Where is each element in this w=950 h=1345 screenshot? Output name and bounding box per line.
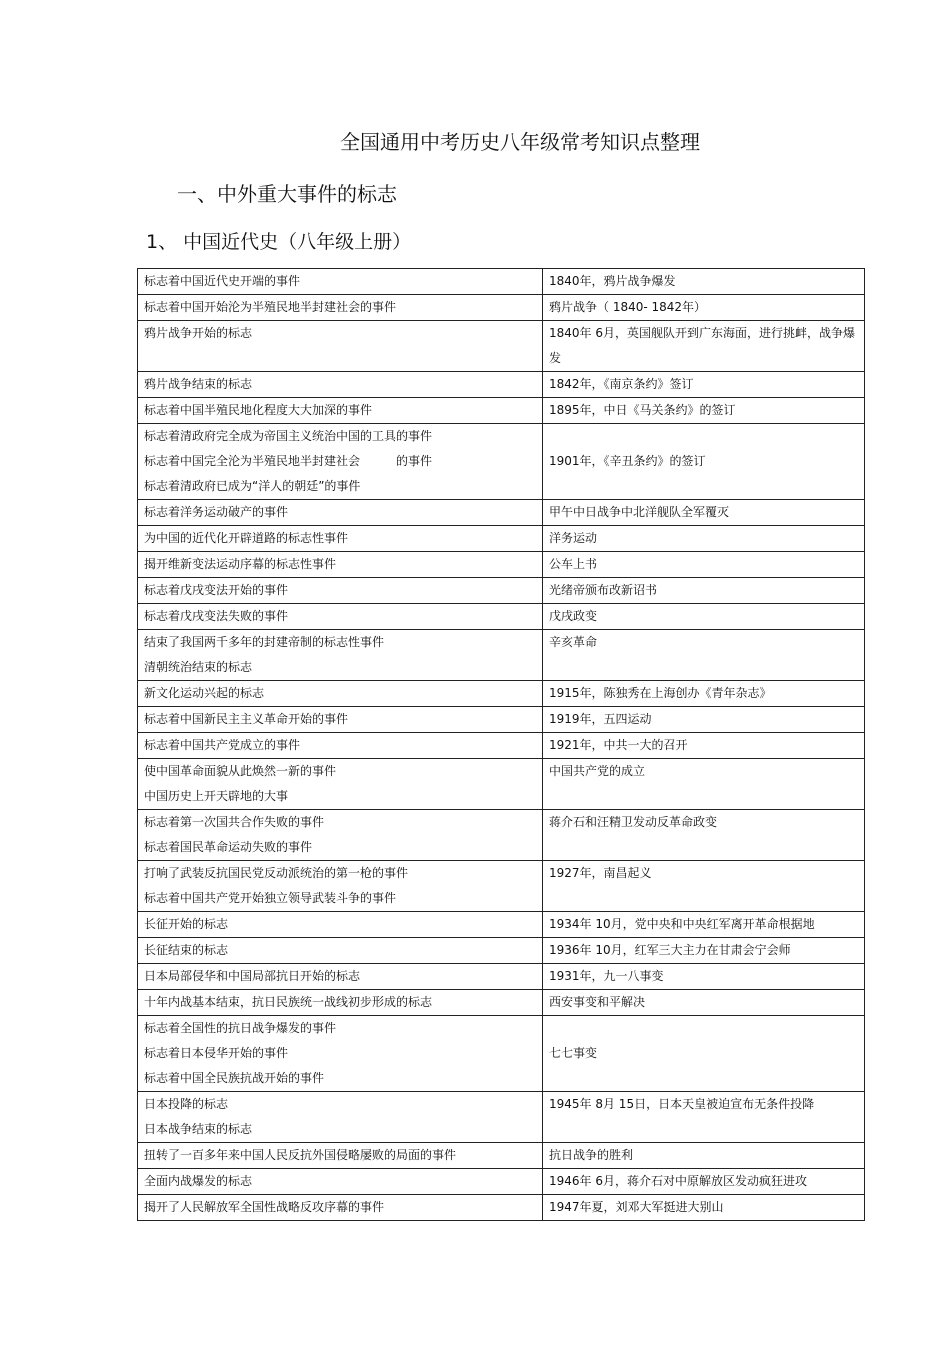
event-cell: [543, 964, 865, 990]
event-text: 公车上书: [549, 557, 598, 571]
description-line: 标志着第一次国共合作失败的事件: [144, 815, 325, 829]
events-table: [137, 268, 865, 1221]
event-text: 中国共产党的成立: [549, 764, 646, 778]
event-cell: [543, 707, 865, 733]
description-cell: [138, 1092, 543, 1143]
description-line: 标志着中国全民族抗战开始的事件: [144, 1071, 325, 1085]
description-line: 结束了我国两千多年的封建帝制的标志性事件: [144, 635, 385, 649]
event-text: 西安事变和平解决: [549, 995, 646, 1009]
event-text: 辛亥革命: [549, 635, 598, 649]
description-line: 日本投降的标志: [144, 1097, 229, 1111]
event-cell: [543, 604, 865, 630]
table-row: [138, 552, 865, 578]
description-cell: [138, 321, 543, 372]
event-text: 抗日战争的胜利: [549, 1148, 634, 1162]
description-cell: [138, 630, 543, 681]
description-line: 鸦片战争开始的标志: [144, 326, 253, 340]
table-row: [138, 912, 865, 938]
document-title: 全国通用中考历史八年级常考知识点整理: [340, 130, 700, 154]
description-line: 全面内战爆发的标志: [144, 1174, 253, 1188]
table-row: [138, 630, 865, 681]
events-table-body: [138, 269, 865, 1221]
event-cell: [543, 759, 865, 810]
table-row: [138, 810, 865, 861]
description-cell: [138, 733, 543, 759]
description-line: 标志着全国性的抗日战争爆发的事件: [144, 1021, 337, 1035]
event-text: 1840年 6月，英国舰队开到广东海面，进行挑衅，战争爆发: [549, 326, 855, 365]
description-line: 扭转了一百多年来中国人民反抗外国侵略屡败的局面的事件: [144, 1148, 457, 1162]
event-cell: [543, 500, 865, 526]
description-cell: [138, 707, 543, 733]
table-row: [138, 1195, 865, 1221]
table-row: [138, 707, 865, 733]
table-row: [138, 526, 865, 552]
event-cell: [543, 990, 865, 1016]
table-row: [138, 1169, 865, 1195]
event-text: 1901年，《辛丑条约》的签订: [549, 454, 706, 468]
description-cell: [138, 552, 543, 578]
description-cell: [138, 372, 543, 398]
description-line: 揭开维新变法运动序幕的标志性事件: [144, 557, 337, 571]
description-line: 使中国革命面貌从此焕然一新的事件: [144, 764, 337, 778]
event-cell: [543, 681, 865, 707]
table-row: [138, 295, 865, 321]
event-text: 1946年 6月，蒋介石对中原解放区发动疯狂进攻: [549, 1174, 807, 1188]
event-text: 1919年，五四运动: [549, 712, 652, 726]
description-line: 日本局部侵华和中国局部抗日开始的标志: [144, 969, 361, 983]
description-cell: [138, 578, 543, 604]
description-line: 鸦片战争结束的标志: [144, 377, 253, 391]
table-row: [138, 604, 865, 630]
table-row: [138, 759, 865, 810]
description-line: 长征开始的标志: [144, 917, 229, 931]
event-text: 七七事变: [549, 1046, 598, 1060]
event-text: 戊戌政变: [549, 609, 598, 623]
sub-heading: 1、 中国近代史（八年级上册）: [146, 231, 412, 253]
description-line: 打响了武装反抗国民党反动派统治的第一枪的事件: [144, 866, 409, 880]
table-row: [138, 1092, 865, 1143]
description-line: 十年内战基本结束，抗日民族统一战线初步形成的标志: [144, 995, 433, 1009]
table-row: [138, 398, 865, 424]
table-row: [138, 424, 865, 500]
table-row: [138, 269, 865, 295]
table-row: [138, 500, 865, 526]
table-row: [138, 861, 865, 912]
event-text: 光绪帝颁布改新诏书: [549, 583, 658, 597]
description-cell: [138, 604, 543, 630]
description-line: 标志着清政府完全成为帝国主义统治中国的工具的事件: [144, 429, 433, 443]
description-line: 标志着中国近代史开端的事件: [144, 274, 301, 288]
description-line: 标志着戊戌变法开始的事件: [144, 583, 289, 597]
event-text: 鸦片战争（ 1840- 1842年）: [549, 300, 707, 314]
event-text: 1840年，鸦片战争爆发: [549, 274, 676, 288]
description-line: 为中国的近代化开辟道路的标志性事件: [144, 531, 349, 545]
event-cell: [543, 552, 865, 578]
event-cell: [543, 269, 865, 295]
event-cell: [543, 938, 865, 964]
description-cell: [138, 1169, 543, 1195]
event-cell: [543, 578, 865, 604]
event-text: 1915年，陈独秀在上海创办《青年杂志》: [549, 686, 772, 700]
description-line: 长征结束的标志: [144, 943, 229, 957]
event-cell: [543, 1143, 865, 1169]
event-text: 1927年，南昌起义: [549, 866, 652, 880]
description-line: 标志着中国新民主主义革命开始的事件: [144, 712, 349, 726]
description-cell: [138, 500, 543, 526]
event-cell: [543, 1169, 865, 1195]
description-cell: [138, 964, 543, 990]
description-line: 日本战争结束的标志: [144, 1122, 253, 1136]
description-cell: [138, 1016, 543, 1092]
event-text: 1921年，中共一大的召开: [549, 738, 688, 752]
event-cell: [543, 526, 865, 552]
event-cell: [543, 1016, 865, 1092]
table-row: [138, 321, 865, 372]
table-row: [138, 681, 865, 707]
description-cell: [138, 912, 543, 938]
event-cell: [543, 733, 865, 759]
description-line: 标志着中国完全沦为半殖民地半封建社会 的事件: [144, 454, 433, 468]
event-cell: [543, 861, 865, 912]
table-row: [138, 964, 865, 990]
event-cell: [543, 398, 865, 424]
description-line: 中国历史上开天辟地的大事: [144, 789, 289, 803]
event-cell: [543, 1092, 865, 1143]
description-line: 标志着中国共产党开始独立领导武装斗争的事件: [144, 891, 397, 905]
description-cell: [138, 938, 543, 964]
section-heading: 一、中外重大事件的标志: [177, 182, 397, 206]
description-line: 揭开了人民解放军全国性战略反攻序幕的事件: [144, 1200, 385, 1214]
description-line: 标志着中国共产党成立的事件: [144, 738, 301, 752]
description-line: 标志着戊戌变法失败的事件: [144, 609, 289, 623]
event-text: 1936年 10月，红军三大主力在甘肃会宁会师: [549, 943, 791, 957]
event-text: 1945年 8月 15日，日本天皇被迫宣布无条件投降: [549, 1097, 815, 1111]
event-cell: [543, 424, 865, 500]
description-cell: [138, 398, 543, 424]
event-text: 洋务运动: [549, 531, 598, 545]
description-cell: [138, 861, 543, 912]
table-row: [138, 938, 865, 964]
event-text: 1947年夏，刘邓大军挺进大别山: [549, 1200, 724, 1214]
event-cell: [543, 810, 865, 861]
description-cell: [138, 1143, 543, 1169]
description-line: 标志着洋务运动破产的事件: [144, 505, 289, 519]
description-cell: [138, 810, 543, 861]
event-cell: [543, 321, 865, 372]
event-text: 1842年，《南京条约》签订: [549, 377, 694, 391]
description-cell: [138, 990, 543, 1016]
event-text: 1934年 10月，党中央和中央红军离开革命根据地: [549, 917, 815, 931]
description-cell: [138, 759, 543, 810]
event-text: 蒋介石和汪精卫发动反革命政变: [549, 815, 718, 829]
event-cell: [543, 1195, 865, 1221]
description-line: 清朝统治结束的标志: [144, 660, 253, 674]
event-text: 1895年，中日《马关条约》的签订: [549, 403, 736, 417]
table-row: [138, 990, 865, 1016]
event-text: 1931年，九一八事变: [549, 969, 664, 983]
event-cell: [543, 912, 865, 938]
description-cell: [138, 526, 543, 552]
description-line: 标志着中国半殖民地化程度大大加深的事件: [144, 403, 373, 417]
description-line: 标志着中国开始沦为半殖民地半封建社会的事件: [144, 300, 397, 314]
description-cell: [138, 1195, 543, 1221]
description-line: 标志着国民革命运动失败的事件: [144, 840, 313, 854]
description-cell: [138, 681, 543, 707]
description-cell: [138, 295, 543, 321]
table-row: [138, 372, 865, 398]
description-cell: [138, 269, 543, 295]
event-cell: [543, 295, 865, 321]
table-row: [138, 1016, 865, 1092]
table-row: [138, 733, 865, 759]
description-line: 新文化运动兴起的标志: [144, 686, 265, 700]
event-cell: [543, 372, 865, 398]
description-line: 标志着清政府已成为“洋人的朝廷”的事件: [144, 479, 361, 493]
description-line: 标志着日本侵华开始的事件: [144, 1046, 289, 1060]
event-text: 甲午中日战争中北洋舰队全军覆灭: [549, 505, 730, 519]
table-row: [138, 578, 865, 604]
table-row: [138, 1143, 865, 1169]
description-cell: [138, 424, 543, 500]
event-cell: [543, 630, 865, 681]
